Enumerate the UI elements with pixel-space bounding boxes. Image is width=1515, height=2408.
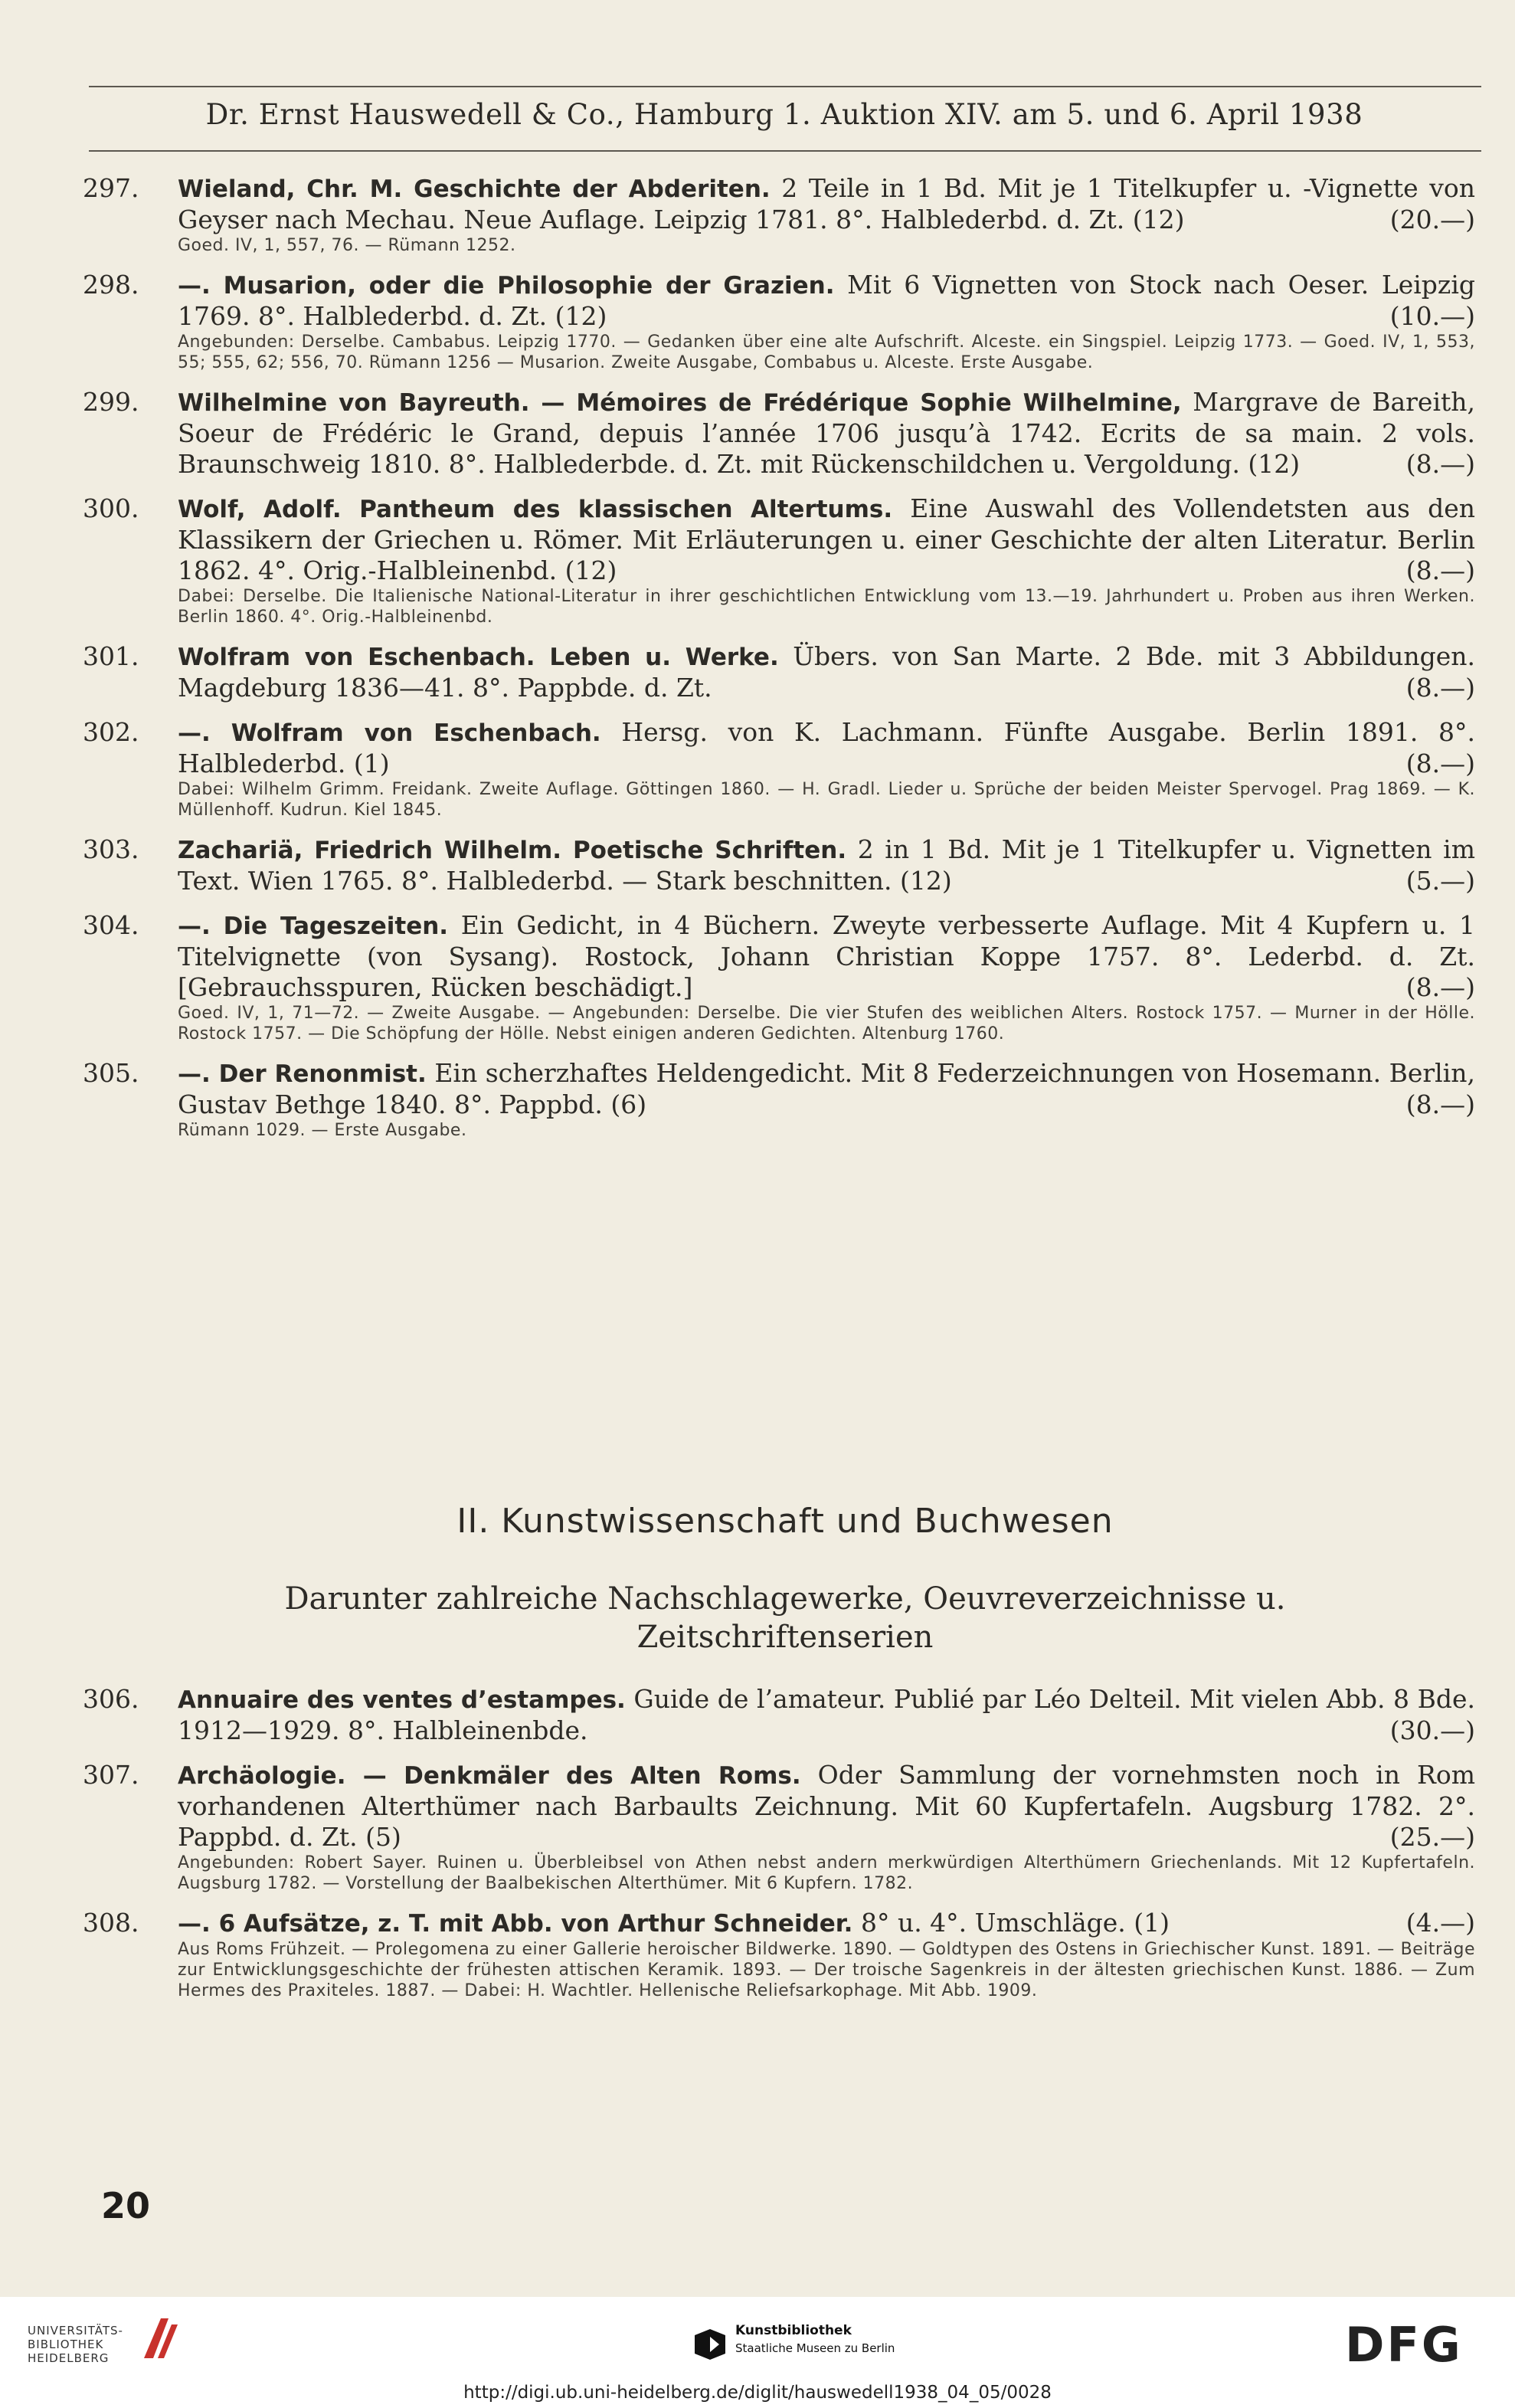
- catalog-entry-299: [83, 387, 1475, 480]
- lot-title: Wolf, Adolf. Pantheum des klassischen Altertums.: [178, 496, 893, 523]
- catalog-entry-298: [83, 270, 1475, 373]
- lot-title: —. 6 Aufsätze, z. T. mit Abb. von Arthur Schneider.: [178, 1910, 853, 1938]
- lot-note: Angebunden: Robert Sayer. Ruinen u. Überbleibsel von Athen nebst andern merkwürdigen Alterthümern Griechenlands. Mit 12 Kupfertafeln. Augsburg 1782. — Vorstellung der Baalbekischen Alterthümer. Mit 6 Kupfern. 1782.: [178, 1853, 1475, 1893]
- lot-number: 304.: [83, 910, 139, 940]
- running-header: Dr. Ernst Hauswedell & Co., Hamburg 1. Auktion XIV. am 5. und 6. April 1938: [205, 98, 1363, 131]
- catalog-entries-part2: [83, 1684, 1475, 2015]
- catalog-entry-301: [83, 641, 1475, 703]
- lot-title: Zachariä, Friedrich Wilhelm. Poetische Schriften.: [178, 837, 847, 864]
- section-subtitle: [77, 1580, 1494, 1656]
- digitization-footer: [0, 2297, 1515, 2408]
- lot-price: (10.—): [1389, 301, 1475, 331]
- kb-subtitle: Staatliche Museen zu Berlin: [735, 2341, 895, 2355]
- catalog-entry-304: [83, 910, 1475, 1044]
- catalog-entries-part1: [83, 173, 1475, 1155]
- lot-price: (8.—): [1405, 972, 1475, 1002]
- lot-price: (30.—): [1389, 1715, 1475, 1745]
- lot-price: (20.—): [1389, 205, 1475, 234]
- lot-title: Wilhelmine von Bayreuth. — Mémoires de Frédérique Sophie Wilhelmine,: [178, 389, 1182, 417]
- lot-description: Ein scherzhaftes Heldengedicht. Mit 8 Federzeichnungen von Hosemann. Berlin, Gustav Bethge 1840. 8°. Pappbd. (6): [178, 1058, 1475, 1119]
- lot-description: 8° u. 4°. Umschläge. (1): [860, 1908, 1170, 1938]
- source-url-link[interactable]: http://digi.ub.uni-heidelberg.de/diglit/hauswedell1938_04_05/0028: [463, 2383, 1052, 2403]
- catalog-entry-307: [83, 1760, 1475, 1894]
- catalog-entry-297: [83, 173, 1475, 256]
- lot-description: 2 Teile in 1 Bd. Mit je 1 Titelkupfer u. -Vignette von Geyser nach Mechau. Neue Auflage. Leipzig 1781. 8°. Halblederbd. d. Zt. (12): [178, 173, 1475, 234]
- lot-note: Dabei: Wilhelm Grimm. Freidank. Zweite Auflage. Göttingen 1860. — H. Gradl. Lieder u. Sprüche der beiden Meister Spervogel. Prag 1869. — K. Müllenhoff. Kudrun. Kiel 1845.: [178, 780, 1475, 820]
- lot-note: Goed. IV, 1, 71—72. — Zweite Ausgabe. — Angebunden: Derselbe. Die vier Stufen des weiblichen Alters. Rostock 1757. — Murner in der Hölle. Rostock 1757. — Die Schöpfung der Hölle. Nebst einigen anderen Gedichten. Altenburg 1760.: [178, 1004, 1475, 1043]
- lot-note: Goed. IV, 1, 557, 76. — Rümann 1252.: [178, 236, 516, 255]
- lot-description: Margrave de Bareith, Soeur de Frédéric le Grand, depuis l’année 1706 jusqu’à 1742. Ecrits de sa main. 2 vols. Braunschweig 1810. 8°. Halblederbde. d. Zt. mit Rückenschildchen u. Vergoldung. (12): [178, 387, 1476, 479]
- lot-number: 298.: [83, 270, 139, 300]
- section-subtitle-line1: Darunter zahlreiche Nachschlagewerke, Oeuvreverzeichnisse u.: [284, 1581, 1286, 1617]
- lot-title: Annuaire des ventes d’estampes.: [178, 1686, 626, 1714]
- lot-price: (8.—): [1405, 673, 1475, 703]
- lot-note: Dabei: Derselbe. Die Italienische National-Literatur in ihrer geschichtlichen Entwicklung vom 13.—19. Jahrhundert u. Proben aus ihren Werken. Berlin 1860. 4°. Orig.-Halbleinenbd.: [178, 587, 1475, 627]
- lot-price: (8.—): [1405, 1089, 1475, 1119]
- kunstbibliothek-logo-icon: [693, 2328, 727, 2361]
- lot-note: Rümann 1029. — Erste Ausgabe.: [178, 1121, 467, 1140]
- section-heading: II. Kunstwissenschaft und Buchwesen: [456, 1502, 1114, 1541]
- uni-line-3: HEIDELBERG: [28, 2351, 110, 2365]
- lot-description: Mit 6 Vignetten von Stock nach Oeser. Leipzig 1769. 8°. Halblederbd. d. Zt. (12): [178, 270, 1476, 331]
- lot-title: —. Wolfram von Eschenbach.: [178, 719, 601, 747]
- lot-description: 2 in 1 Bd. Mit je 1 Titelkupfer u. Vignetten im Text. Wien 1765. 8°. Halblederbd. — Stark beschnitten. (12): [178, 834, 1475, 896]
- lot-number: 306.: [83, 1684, 139, 1714]
- lot-description: Oder Sammlung der vornehmsten noch in Rom vorhandenen Alterthümer nach Barbaults Zeichnung. Mit 60 Kupfertafeln. Augsburg 1782. 2°. Pappbd. d. Zt. (5): [178, 1760, 1475, 1852]
- lot-description: Hersg. von K. Lachmann. Fünfte Ausgabe. Berlin 1891. 8°. Halblederbd. (1): [178, 717, 1475, 778]
- page-number: 20: [101, 2185, 151, 2226]
- lot-number: 302.: [83, 717, 139, 747]
- lot-number: 300.: [83, 493, 139, 523]
- kunstbibliothek-label: [735, 2323, 895, 2355]
- catalog-entry-300: [83, 493, 1475, 627]
- section-subtitle-line2: Zeitschriftenserien: [636, 1620, 934, 1655]
- lot-description: Ein Gedicht, in 4 Büchern. Zweyte verbesserte Auflage. Mit 4 Kupfern u. 1 Titelvignette (von Sysang). Rostock, Johann Christian Koppe 1757. 8°. Lederbd. d. Zt. [Gebrauchsspuren, Rücken beschädigt.]: [178, 910, 1475, 1002]
- lot-price: (25.—): [1389, 1822, 1475, 1852]
- university-logo-icon: [138, 2312, 184, 2366]
- lot-title: Archäologie. — Denkmäler des Alten Roms.: [178, 1762, 801, 1790]
- lot-note: Aus Roms Frühzeit. — Prolegomena zu einer Gallerie heroischer Bildwerke. 1890. — Goldtypen des Ostens in Griechischer Kunst. 1891. — Beiträge zur Entwicklungsgeschichte der frühesten attischen Keramik. 1893. — Der troische Sagenkreis in der ältesten griechischen Kunst. 1886. — Zum Hermes des Praxiteles. 1887. — Dabei: H. Wachtler. Hellenische Reliefsarkophage. Mit Abb. 1909.: [178, 1940, 1475, 2000]
- university-library-name: [28, 2324, 123, 2365]
- catalog-entry-302: [83, 717, 1475, 821]
- dfg-logo: DFG: [1345, 2317, 1463, 2373]
- lot-price: (5.—): [1405, 866, 1475, 896]
- uni-line-2: BIBLIOTHEK: [28, 2338, 104, 2351]
- header-rule-bottom: [89, 150, 1481, 152]
- catalog-entry-303: [83, 834, 1475, 896]
- lot-number: 308.: [83, 1908, 139, 1938]
- lot-number: 305.: [83, 1058, 139, 1088]
- lot-description: Eine Auswahl des Vollendetsten aus den Klassikern der Griechen u. Römer. Mit Erläuterungen u. einer Geschichte der alten Literatur. Berlin 1862. 4°. Orig.-Halbleinenbd. (12): [178, 493, 1475, 585]
- lot-price: (8.—): [1405, 555, 1475, 585]
- catalog-entry-306: [83, 1684, 1475, 1746]
- lot-title: —. Musarion, oder die Philosophie der Grazien.: [178, 272, 835, 300]
- lot-description: Guide de l’amateur. Publié par Léo Delteil. Mit vielen Abb. 8 Bde. 1912—1929. 8°. Halbleinenbde.: [178, 1684, 1475, 1745]
- lot-number: 301.: [83, 641, 139, 671]
- lot-number: 297.: [83, 173, 139, 203]
- header-rule-top: [89, 86, 1481, 87]
- catalog-entry-308: [83, 1908, 1475, 2001]
- lot-price: (8.—): [1405, 749, 1475, 778]
- lot-price: (4.—): [1405, 1908, 1475, 1938]
- catalog-entry-305: [83, 1058, 1475, 1141]
- lot-price: (8.—): [1405, 449, 1475, 479]
- kb-title: Kunstbibliothek: [735, 2323, 852, 2338]
- lot-note: Angebunden: Derselbe. Cambabus. Leipzig 1770. — Gedanken über eine alte Aufschrift. Alceste. ein Singspiel. Leipzig 1773. — Goed. IV, 1, 553, 55; 555, 62; 556, 70. Rümann 1256 — Musarion. Zweite Ausgabe, Combabus u. Alceste. Erste Ausgabe.: [178, 333, 1475, 372]
- lot-title: —. Die Tageszeiten.: [178, 912, 449, 940]
- lot-title: —. Der Renonmist.: [178, 1060, 427, 1088]
- uni-line-1: UNIVERSITÄTS-: [28, 2324, 123, 2338]
- lot-title: Wolfram von Eschenbach. Leben u. Werke.: [178, 644, 779, 671]
- lot-number: 303.: [83, 834, 139, 864]
- lot-number: 299.: [83, 387, 139, 417]
- lot-description: Übers. von San Marte. 2 Bde. mit 3 Abbildungen. Magdeburg 1836—41. 8°. Pappbde. d. Zt.: [178, 641, 1475, 703]
- lot-title: Wieland, Chr. M. Geschichte der Abderiten.: [178, 175, 771, 203]
- lot-number: 307.: [83, 1760, 139, 1790]
